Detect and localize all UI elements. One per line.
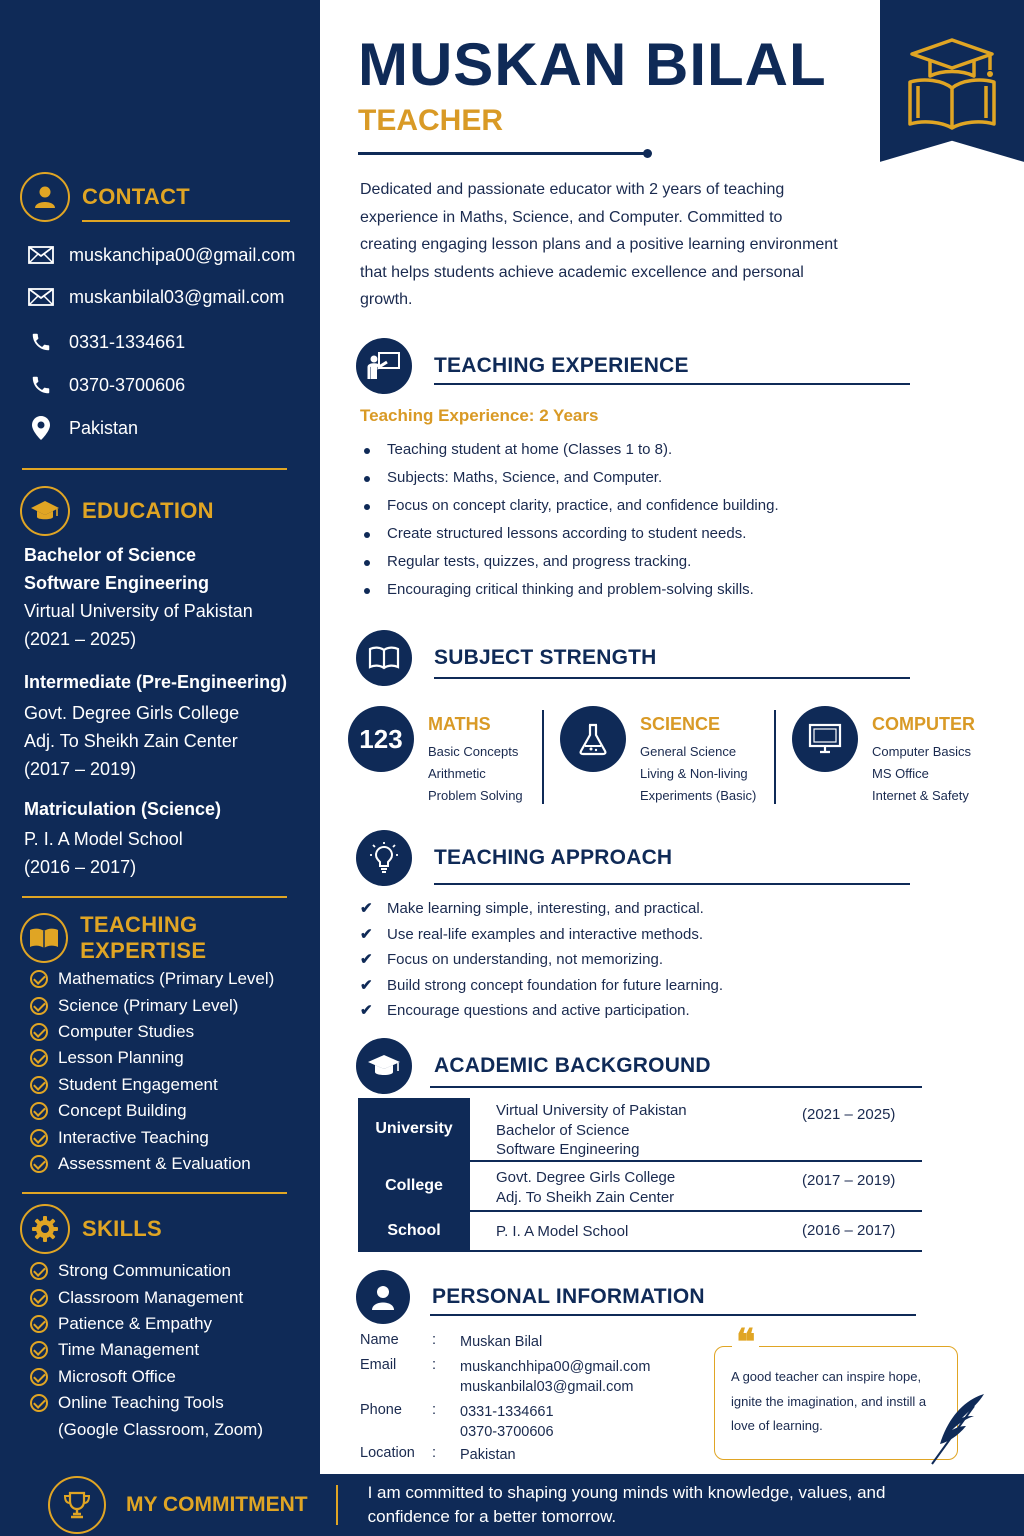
numbers-icon: 123 <box>348 706 414 772</box>
flask-icon <box>560 706 626 772</box>
section-divider <box>22 1192 287 1194</box>
experience-header <box>356 338 689 394</box>
maths-item: Problem Solving <box>428 788 523 803</box>
email-2-row <box>28 286 284 308</box>
row-label: College <box>358 1162 470 1210</box>
list-item: Lesson Planning <box>30 1045 274 1071</box>
science-title: SCIENCE <box>640 714 721 734</box>
table-row: University Virtual University of Pakistan Bachelor of Science Software Engineering (2021 – 2025) <box>358 1098 922 1162</box>
approach-title: TEACHING APPROACH <box>434 846 673 869</box>
college-years: (2017 – 2019) <box>24 759 137 779</box>
phone-icon <box>28 374 54 396</box>
section-rule <box>434 677 910 679</box>
list-item: Teaching student at home (Classes 1 to 8). <box>364 436 779 464</box>
list-item: Interactive Teaching <box>30 1124 274 1150</box>
intermediate-title: Intermediate (Pre-Engineering) <box>24 672 288 692</box>
info-name: Muskan Bilal <box>460 1334 543 1350</box>
approach-list <box>360 896 723 1024</box>
college-address: Adj. To Sheikh Zain Center <box>24 731 238 751</box>
maths-item: Arithmetic <box>428 766 486 781</box>
strength-divider <box>774 710 776 804</box>
job-title: TEACHER <box>358 104 504 137</box>
section-divider <box>22 896 287 898</box>
maths-strength <box>348 706 523 807</box>
check-circle-icon <box>30 1129 48 1147</box>
list-item: Computer Studies <box>30 1019 274 1045</box>
checkmark-icon: ✔ <box>360 951 373 969</box>
phone-1-row <box>28 331 185 353</box>
info-row: Name : Muskan Bilal <box>360 1332 543 1350</box>
academic-title: ACADEMIC BACKGROUND <box>434 1054 711 1077</box>
mail-icon <box>28 244 54 266</box>
footer-divider <box>336 1485 338 1525</box>
table-row: College Govt. Degree Girls College Adj. To Sheikh Zain Center (2017 – 2019) <box>358 1162 922 1212</box>
check-circle-icon <box>30 1155 48 1173</box>
graduation-cap-icon <box>356 1038 412 1094</box>
expertise-title: TEACHING EXPERTISE <box>80 912 207 963</box>
section-divider <box>22 468 287 470</box>
check-circle-icon <box>30 1049 48 1067</box>
location-row <box>28 417 138 439</box>
list-item: Time Management <box>30 1337 263 1363</box>
science-item: Living & Non-living <box>640 766 748 781</box>
education-title: EDUCATION <box>82 498 214 523</box>
education-header <box>20 486 214 536</box>
list-item: Create structured lessons according to student needs. <box>364 520 779 548</box>
info-email-1[interactable]: muskanchhipa00@gmail.com <box>460 1359 651 1375</box>
section-rule <box>430 1086 922 1088</box>
university-name: Virtual University of Pakistan <box>24 601 253 621</box>
approach-header <box>356 830 672 886</box>
row-years: (2016 – 2017) <box>802 1222 896 1239</box>
trophy-icon <box>48 1476 106 1534</box>
phone-2[interactable]: 0370-3700606 <box>69 374 186 395</box>
maths-item: Basic Concepts <box>428 744 519 759</box>
feather-quill-icon <box>928 1392 988 1466</box>
teacher-board-icon <box>356 338 412 394</box>
check-circle-icon <box>30 1289 48 1307</box>
academic-table <box>358 1098 922 1252</box>
skills-title: SKILLS <box>82 1216 163 1241</box>
science-strength <box>560 706 756 807</box>
row-label: School <box>358 1212 470 1250</box>
commitment-footer <box>0 1474 1024 1536</box>
email-2[interactable]: muskanbilal03@gmail.com <box>69 286 285 307</box>
section-rule <box>434 883 910 885</box>
experience-duration: Teaching Experience: 2 Years <box>360 406 599 425</box>
skills-list <box>30 1258 263 1443</box>
computer-title: COMPUTER <box>872 714 975 734</box>
checkmark-icon: ✔ <box>360 976 373 994</box>
check-circle-icon <box>30 1394 48 1412</box>
contact-header <box>20 172 190 222</box>
book-icon <box>356 630 412 686</box>
computer-item: MS Office <box>872 766 929 781</box>
phone-icon <box>28 331 54 353</box>
list-item: ✔ Build strong concept foundation for future learning. <box>360 973 723 999</box>
strength-title: SUBJECT STRENGTH <box>434 646 657 669</box>
school-name: P. I. A Model School <box>24 829 183 849</box>
expertise-list <box>30 966 274 1177</box>
list-item: Student Engagement <box>30 1072 274 1098</box>
list-item: Classroom Management <box>30 1284 263 1310</box>
info-phone-2[interactable]: 0370-3700606 <box>460 1424 554 1440</box>
gear-icon <box>20 1204 70 1254</box>
info-location: Pakistan <box>460 1447 516 1463</box>
list-item: Encouraging critical thinking and problem-solving skills. <box>364 576 779 604</box>
skills-header <box>20 1204 162 1254</box>
expertise-header <box>20 912 320 964</box>
profile-summary: Dedicated and passionate educator with 2 years of teaching experience in Maths, Science, and Computer. Committed to creating engaging lesson plans and a positive learning environment that helps students achieve academic excellence and personal growth. <box>360 181 838 308</box>
location: Pakistan <box>69 417 139 438</box>
personal-title: PERSONAL INFORMATION <box>432 1285 705 1308</box>
check-circle-icon <box>30 1023 48 1041</box>
list-item: Strong Communication <box>30 1258 263 1284</box>
quote-box <box>714 1346 958 1460</box>
computer-item: Internet & Safety <box>872 788 969 803</box>
computer-strength <box>792 706 975 807</box>
check-circle-icon <box>30 1102 48 1120</box>
checkmark-icon: ✔ <box>360 1002 373 1020</box>
college-name: Govt. Degree Girls College <box>24 703 240 723</box>
list-item: Online Teaching Tools <box>30 1390 263 1416</box>
computer-item: Computer Basics <box>872 744 971 759</box>
strength-divider <box>542 710 544 804</box>
school-years: (2016 – 2017) <box>24 857 137 877</box>
list-item: Concept Building <box>30 1098 274 1124</box>
maths-title: MATHS <box>428 714 491 734</box>
row-years: (2021 – 2025) <box>802 1106 896 1123</box>
list-item: Patience & Empathy <box>30 1311 263 1337</box>
degree-line-1: Bachelor of Science <box>24 545 197 565</box>
graduation-book-icon <box>902 34 1002 130</box>
sidebar <box>0 0 320 1474</box>
list-item: Assessment & Evaluation <box>30 1151 274 1177</box>
phone-2-row <box>28 374 185 396</box>
university-years: (2021 – 2025) <box>24 629 137 649</box>
degree-line-2: Software Engineering <box>24 573 210 593</box>
mail-icon <box>28 286 54 308</box>
list-item: Focus on concept clarity, practice, and confidence building. <box>364 492 779 520</box>
info-row: Phone : 0331-1334661 0370-3700606 <box>360 1402 554 1440</box>
check-circle-icon <box>30 1368 48 1386</box>
checkmark-icon: ✔ <box>360 900 373 917</box>
lightbulb-icon <box>356 830 412 886</box>
row-years: (2017 – 2019) <box>802 1172 896 1189</box>
list-item: ✔ Focus on understanding, not memorizing. <box>360 947 723 973</box>
check-circle-icon <box>30 1262 48 1280</box>
list-item: Microsoft Office <box>30 1364 263 1390</box>
list-item: Subjects: Maths, Science, and Computer. <box>364 464 779 492</box>
info-row: Email : muskanchhipa00@gmail.com muskanbilal03@gmail.com <box>360 1357 651 1395</box>
matric-title: Matriculation (Science) <box>24 799 222 819</box>
info-row: Location : Pakistan <box>360 1445 516 1463</box>
section-rule <box>434 383 910 385</box>
table-row: School P. I. A Model School (2016 – 2017) <box>358 1212 922 1252</box>
checkmark-icon: ✔ <box>360 925 373 943</box>
science-item: General Science <box>640 744 737 759</box>
info-email-2[interactable]: muskanbilal03@gmail.com <box>460 1379 634 1395</box>
check-circle-icon <box>30 1315 48 1333</box>
contact-divider <box>82 220 290 222</box>
quote-text: A good teacher can inspire hope, ignite the imagination, and instill a love of learning. <box>731 1369 927 1433</box>
quote-mark-icon: ❝ <box>732 1324 759 1360</box>
science-item: Experiments (Basic) <box>640 788 757 803</box>
experience-title: TEACHING EXPERIENCE <box>434 354 689 377</box>
person-name: MUSKAN BILAL <box>358 31 827 98</box>
phone-1[interactable]: 0331-1334661 <box>69 331 186 352</box>
title-underline <box>358 152 648 155</box>
list-item: ✔ Encourage questions and active participation. <box>360 998 723 1024</box>
list-item: Science (Primary Level) <box>30 992 274 1018</box>
check-circle-icon <box>30 970 48 988</box>
row-label: University <box>358 1098 470 1160</box>
ribbon-badge <box>880 0 1024 176</box>
commitment-text: I am committed to shaping young minds with knowledge, values, and confidence for a better tomorrow. <box>367 1483 886 1526</box>
info-phone-1[interactable]: 0331-1334661 <box>460 1404 554 1420</box>
check-circle-icon <box>30 997 48 1015</box>
email-1[interactable]: muskanchipa00@gmail.com <box>69 244 296 265</box>
list-item: ✔ Make learning simple, interesting, and practical. <box>360 896 723 922</box>
graduation-cap-icon <box>20 486 70 536</box>
list-item: Mathematics (Primary Level) <box>30 966 274 992</box>
person-icon <box>20 172 70 222</box>
location-pin-icon <box>28 417 54 439</box>
section-rule <box>430 1314 916 1316</box>
person-icon <box>356 1270 410 1324</box>
main-content <box>320 0 1024 1474</box>
experience-list <box>364 436 779 604</box>
list-item: Regular tests, quizzes, and progress tracking. <box>364 548 779 576</box>
check-circle-icon <box>30 1076 48 1094</box>
email-1-row <box>28 244 295 266</box>
list-item: (Google Classroom, Zoom) <box>58 1419 264 1439</box>
contact-title: CONTACT <box>82 184 191 209</box>
commitment-title: MY COMMITMENT <box>126 1493 308 1516</box>
monitor-icon <box>792 706 858 772</box>
open-book-icon <box>20 913 68 963</box>
check-circle-icon <box>30 1341 48 1359</box>
list-item: ✔ Use real-life examples and interactive methods. <box>360 922 723 948</box>
